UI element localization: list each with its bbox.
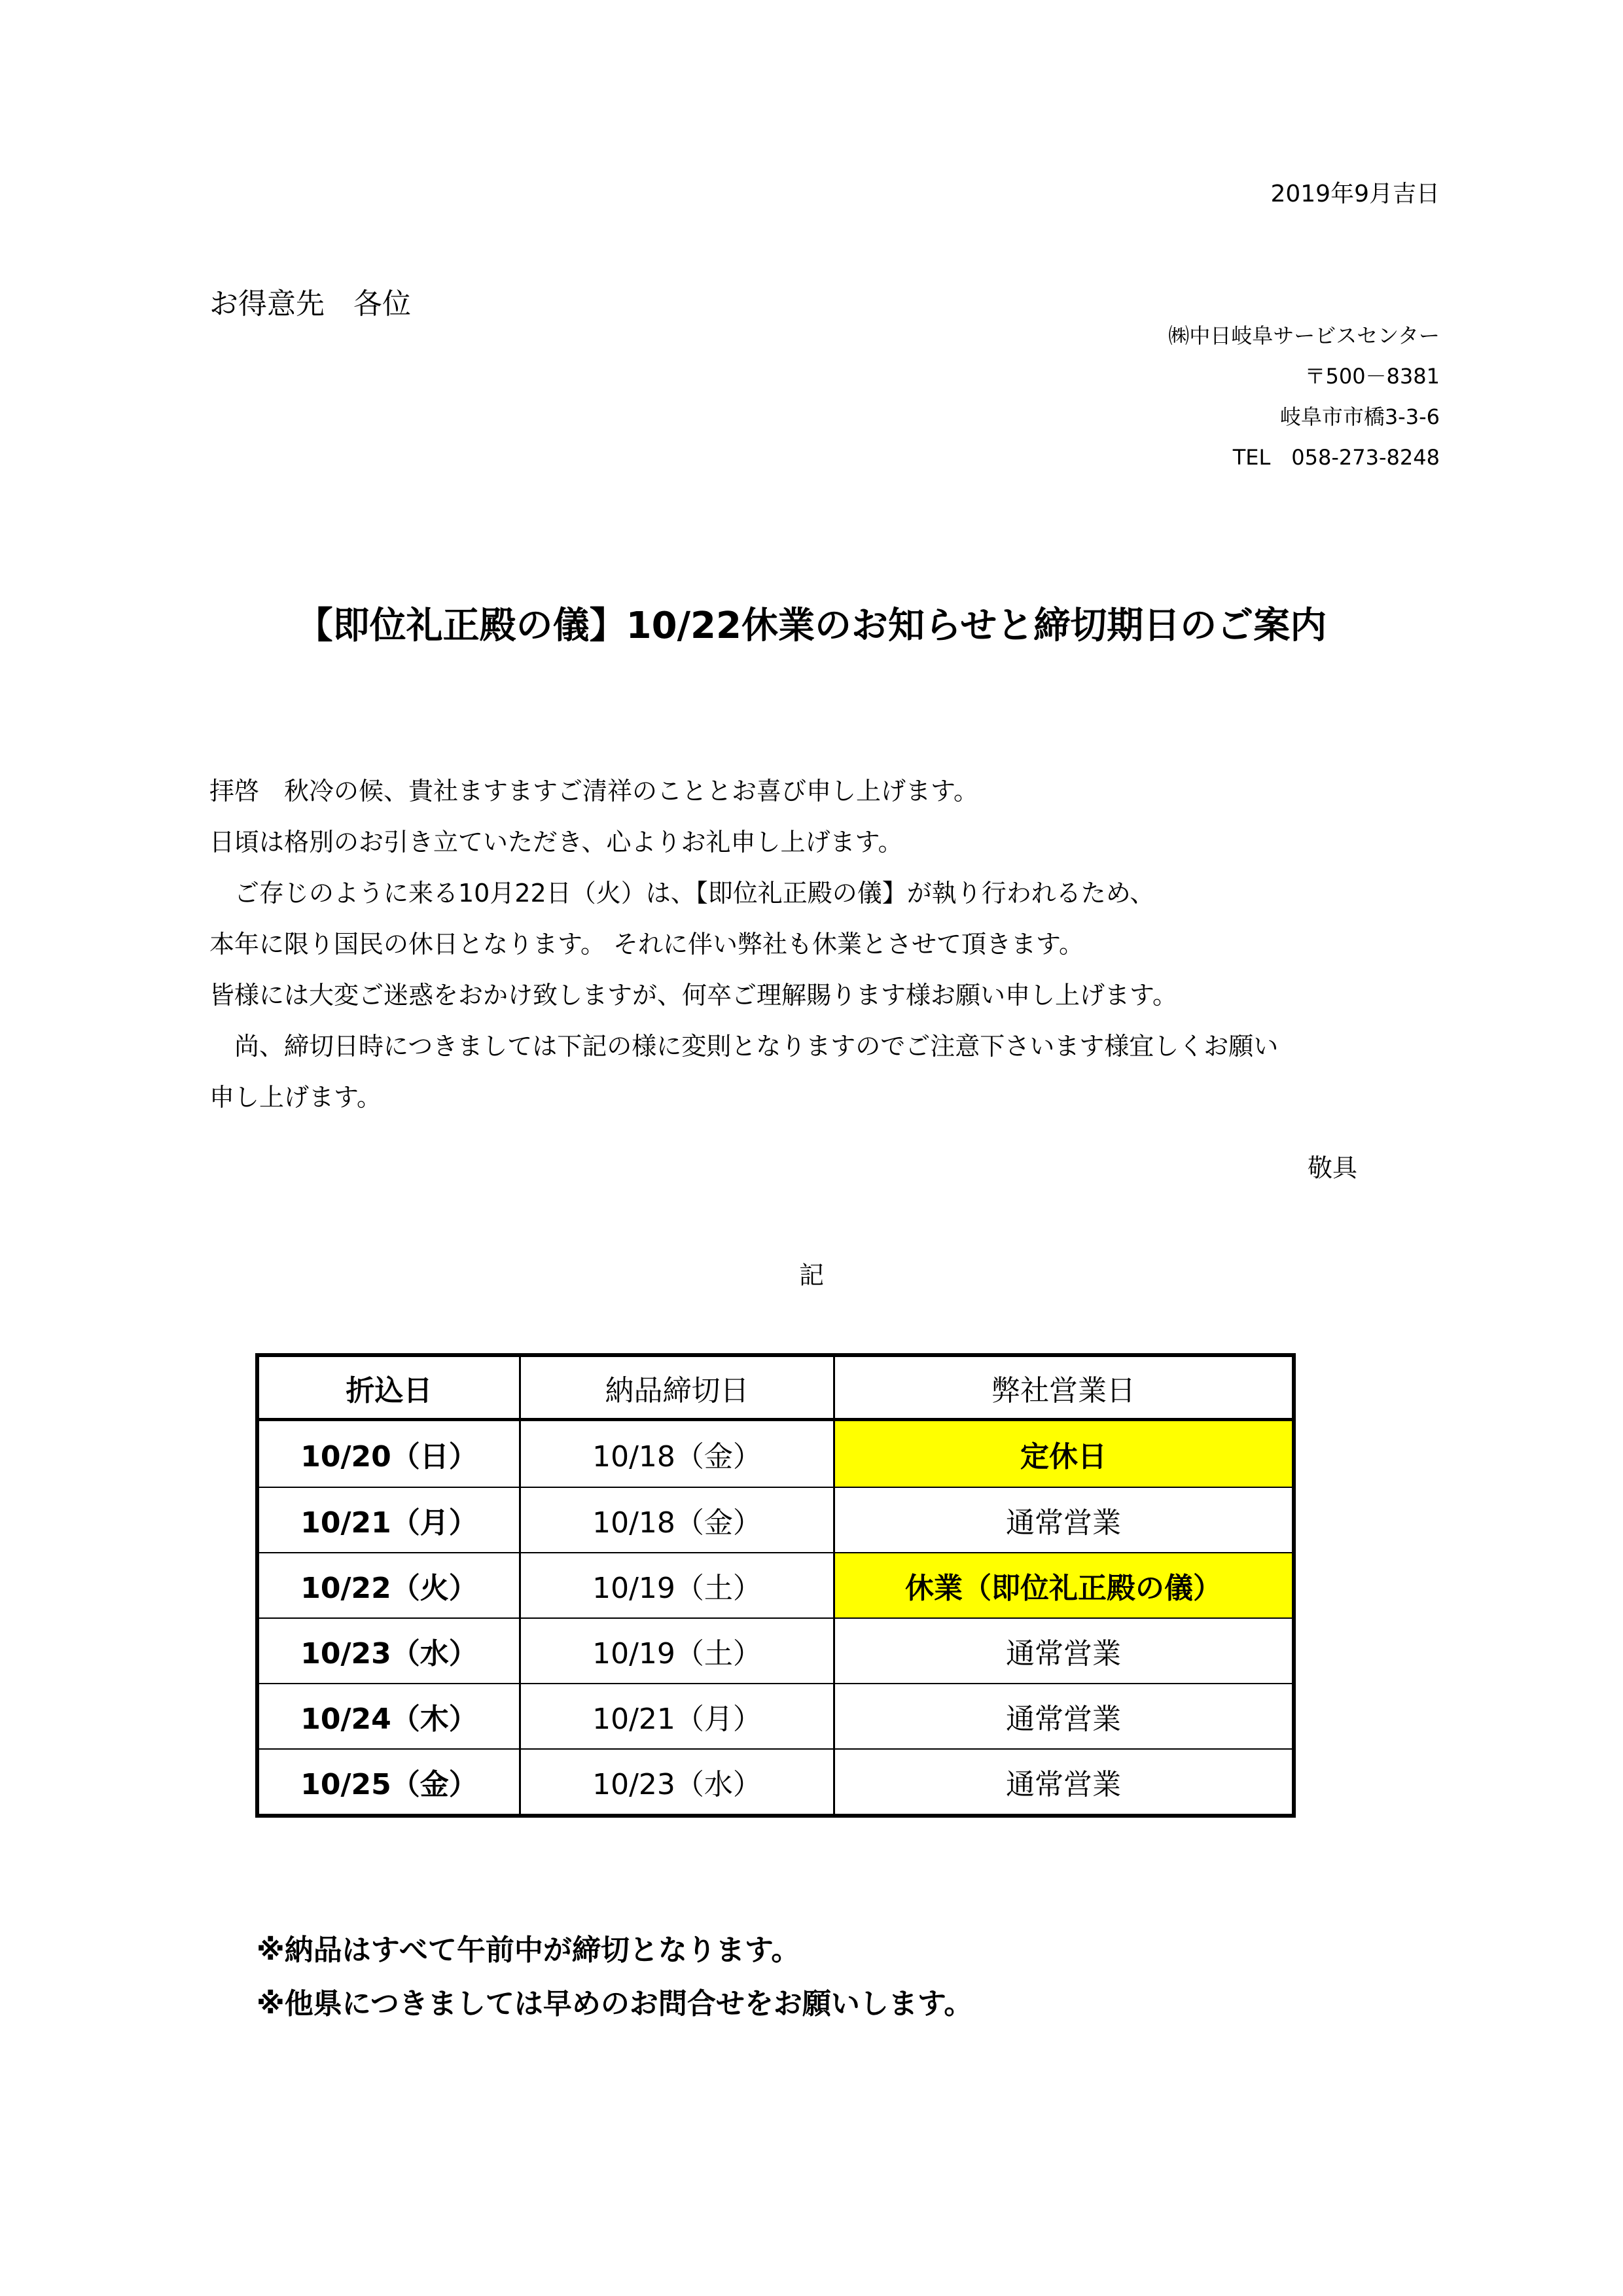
note-other-prefectures: ※他県につきましては早めのお問合せをお願いします。 bbox=[257, 1987, 973, 2021]
document-title: 【即位礼正殿の儀】10/22休業のお知らせと締切期日のご案内 bbox=[296, 605, 1327, 647]
header-delivery-deadline: 納品締切日 bbox=[521, 1357, 835, 1418]
deadline-cell: 10/21（月） bbox=[521, 1684, 835, 1748]
recipient: お得意先 各位 bbox=[209, 287, 411, 321]
header-insert-date: 折込日 bbox=[259, 1357, 521, 1418]
deadline-cell: 10/19（土） bbox=[521, 1553, 835, 1617]
table-row bbox=[259, 1487, 1292, 1552]
note-morning-deadline: ※納品はすべて午前中が締切となります。 bbox=[257, 1934, 800, 1967]
ki-heading: 記 bbox=[798, 1261, 824, 1290]
business-cell: 通常営業 bbox=[1006, 1703, 1121, 1736]
body-line: 申し上げます。 bbox=[209, 1083, 382, 1112]
business-cell: 通常営業 bbox=[1006, 1637, 1121, 1670]
deadline-cell: 10/23（水） bbox=[521, 1750, 835, 1814]
body-line: 拝啓 秋冷の候、貴社ますますご清祥のこととお喜び申し上げます。 bbox=[209, 777, 978, 805]
insert-date-cell: 10/23（水） bbox=[259, 1619, 521, 1683]
deadline-cell: 10/18（金） bbox=[521, 1488, 835, 1552]
business-cell: 通常営業 bbox=[1006, 1506, 1121, 1540]
sender-postal-code: 〒500－8381 bbox=[1304, 364, 1440, 389]
insert-date-cell: 10/20（日） bbox=[259, 1421, 521, 1487]
body-line: 日頃は格別のお引き立ていただき、心よりお礼申し上げます。 bbox=[209, 828, 903, 857]
body-line: 本年に限り国民の休日となります。 それに伴い弊社も休業とさせて頂きます。 bbox=[209, 930, 1084, 959]
table-row bbox=[259, 1552, 1292, 1617]
insert-date-cell: 10/21（月） bbox=[259, 1488, 521, 1552]
body-line: 尚、締切日時につきましては下記の様に変則となりますのでご注意下さいます様宜しくお願い bbox=[209, 1032, 1279, 1061]
table-row bbox=[259, 1748, 1292, 1814]
deadline-cell: 10/18（金） bbox=[521, 1421, 835, 1487]
sender-company: ㈱中日岐阜サービスセンター bbox=[1168, 323, 1440, 348]
table-row bbox=[259, 1421, 1292, 1487]
body-line: 皆様には大変ご迷惑をおかけ致しますが、何卒ご理解賜ります様お願い申し上げます。 bbox=[209, 981, 1177, 1010]
body-line: ご存じのように来る10月22日（火）は、【即位礼正殿の儀】が執り行われるため、 bbox=[209, 879, 1155, 908]
insert-date-cell: 10/22（火） bbox=[259, 1553, 521, 1617]
insert-date-cell: 10/24（木） bbox=[259, 1684, 521, 1748]
business-cell-highlighted: 休業（即位礼正殿の儀） bbox=[835, 1553, 1292, 1617]
table-header-row bbox=[259, 1357, 1292, 1421]
document-date: 2019年9月吉日 bbox=[1270, 181, 1440, 207]
insert-date-cell: 10/25（金） bbox=[259, 1750, 521, 1814]
table-row bbox=[259, 1683, 1292, 1748]
header-business-day: 弊社営業日 bbox=[991, 1373, 1135, 1407]
table-row bbox=[259, 1617, 1292, 1683]
schedule-table bbox=[255, 1353, 1296, 1818]
business-cell: 通常営業 bbox=[1006, 1768, 1121, 1801]
business-cell-highlighted: 定休日 bbox=[835, 1421, 1292, 1487]
closing-keigu: 敬具 bbox=[1307, 1154, 1357, 1182]
sender-address: 岐阜市市橋3-3-6 bbox=[1279, 404, 1440, 429]
sender-tel: TEL 058-273-8248 bbox=[1232, 445, 1440, 470]
deadline-cell: 10/19（土） bbox=[521, 1619, 835, 1683]
